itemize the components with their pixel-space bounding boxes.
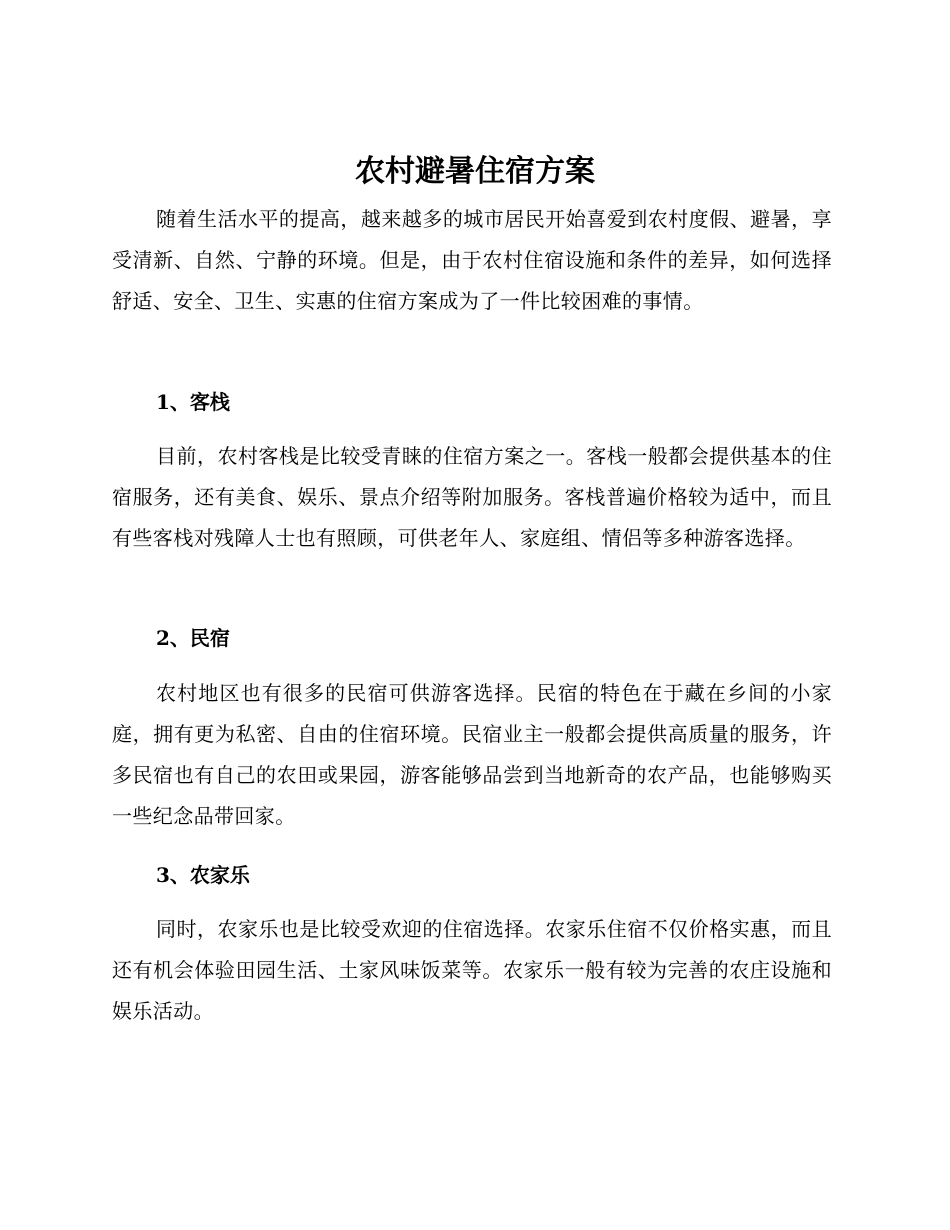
section-heading-farmhouse: 3、农家乐 — [156, 863, 250, 887]
section-heading-homestay: 2、民宿 — [156, 626, 230, 650]
page-title: 农村避暑住宿方案 — [355, 154, 595, 189]
intro-paragraph: 随着生活水平的提高，越来越多的城市居民开始喜爱到农村度假、避暑，享受清新、自然、宁静的环境。但是，由于农村住宿设施和条件的差异，如何选择舒适、安全、卫生、实惠的住宿方案成为了一件比较困难的事情。 — [112, 207, 832, 313]
section-heading-inn: 1、客栈 — [156, 390, 230, 414]
section-body-homestay: 农村地区也有很多的民宿可供游客选择。民宿的特色在于藏在乡间的小家庭，拥有更为私密、自由的住宿环境。民宿业主一般都会提供高质量的服务，许多民宿也有自己的农田或果园，游客能够品尝到当地新奇的农产品，也能够购买一些纪念品带回家。 — [112, 681, 832, 828]
section-body-inn: 目前，农村客栈是比较受青睐的住宿方案之一。客栈一般都会提供基本的住宿服务，还有美食、娱乐、景点介绍等附加服务。客栈普遍价格较为适中，而且有些客栈对残障人士也有照顾，可供老年人、家庭组、情侣等多种游客选择。 — [112, 444, 832, 550]
section-body-farmhouse: 同时，农家乐也是比较受欢迎的住宿选择。农家乐住宿不仅价格实惠，而且还有机会体验田园生活、土家风味饭菜等。农家乐一般有较为完善的农庄设施和娱乐活动。 — [112, 917, 832, 1023]
